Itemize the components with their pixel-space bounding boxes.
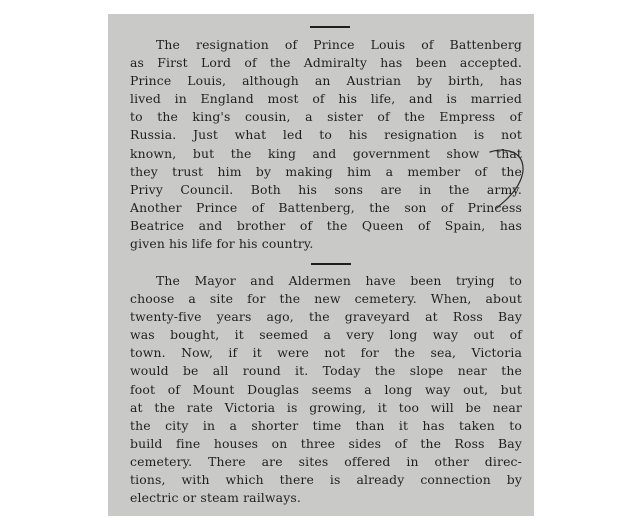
article-line: they trust him by making him a member of the [130,163,522,179]
article-line: the city in a shorter time than it has taken to [130,417,522,433]
article-line: cemetery. There are sites offered in other direc- [130,453,522,469]
article-line: choose a site for the new cemetery. When, about [130,291,522,307]
newspaper-clipping [108,14,534,516]
article-line: known, but the king and government show that [130,145,522,161]
article-line: foot of Mount Douglas seems a long way out, but [130,381,522,397]
article-line: as First Lord of the Admiralty has been accepted. [130,55,522,71]
article-line: given his life for his country. [130,236,314,252]
article-line: twenty-five years ago, the graveyard at Ross Bay [130,309,522,325]
article-line: lived in England most of his life, and is married [130,91,522,107]
article-line: to the king's cousin, a sister of the Empress of [130,109,522,125]
article-line: Prince Louis, although an Austrian by birth, has [130,73,522,89]
top-divider-rule [310,26,350,28]
article-line: The resignation of Prince Louis of Battenberg [156,37,522,52]
article-line: was bought, it seemed a very long way out of [130,327,522,343]
article-line: town. Now, if it were not for the sea, Victoria [130,345,522,361]
article-line: electric or steam railways. [130,490,301,506]
article-line: Russia. Just what led to his resignation is not [130,127,522,143]
section-divider-rule [311,263,351,265]
article-cemetery-site [130,272,522,507]
article-line: at the rate Victoria is growing, it too will be near [130,399,522,415]
article-line: build fine houses on three sides of the Ross Bay [130,435,522,451]
article-line: would be all round it. Today the slope near the [130,363,522,379]
article-line: Beatrice and brother of the Queen of Spain, has [130,217,522,233]
article-battenberg-resignation [130,36,522,253]
article-line: The Mayor and Aldermen have been trying to [156,273,522,288]
article-line: tions, with which there is already connection by [130,472,522,488]
article-line: Privy Council. Both his sons are in the army. [130,181,522,197]
article-line: Another Prince of Battenberg, the son of Princess [130,199,522,215]
